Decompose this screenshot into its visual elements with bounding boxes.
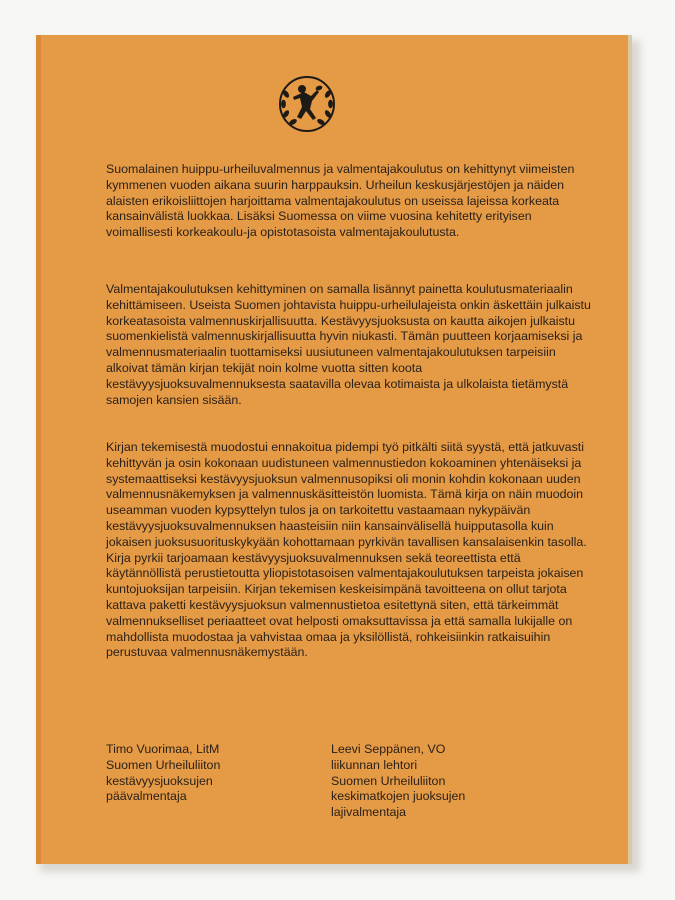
author-role: päävalmentaja (106, 789, 187, 804)
author-role: keskimatkojen juoksujen (331, 789, 466, 804)
author-signature-right (331, 742, 465, 821)
book-back-cover (36, 35, 632, 864)
book-spine-edge (36, 35, 41, 864)
author-title: liikunnan lehtori (331, 757, 418, 772)
author-signature-left (106, 742, 220, 805)
author-affiliation: Suomen Urheiluliiton (331, 773, 446, 788)
discus-thrower-laurel-emblem-icon (277, 74, 337, 134)
author-role: lajivalmentaja (331, 805, 407, 820)
intro-paragraph: Suomalainen huippu-urheiluvalmennus ja valmentajakoulutus on kehittynyt viimeisten kymmenen vuoden aikana suurin harppauksin. Urheilun keskusjärjestöjen ja näiden alaisten erikoisliittojen harjoittama valmentajakoulutus on useissa lajeissa korkeata kansainvälistä luokkaa. Lisäksi Suomessa on viime vuosina kehitetty erityisen voimallisesti korkeakoulu-ja opistotasoista valmentajakoulutusta. (106, 162, 575, 240)
author-name: Timo Vuorimaa, LitM (106, 742, 220, 756)
motivation-paragraph: Valmentajakoulutuksen kehittyminen on samalla lisännyt painetta koulutusmateriaalin kehittämiseen. Useista Suomen johtavista huippu-urheilulajeista onkin äskettäin julkaistu korkeatasoista valmennuskirjallisuutta. Kestävyysjuoksusta on kautta aikojen julkaistu suomenkielistä valmennuskirjallisuutta hyvin niukasti. Tämän puutteen korjaamiseksi ja valmennusmateriaalin tuottamiseksi uusiutuneen valmentajakoulutuksen tarpeisiin alkoivat tämän kirjan tekijät noin kolme vuotta sitten koota kestävyysjuoksuvalmennuksesta saatavilla olevaa kotimaista ja ulkolaista tietämystä samojen kansien sisään. (106, 282, 591, 407)
author-name: Leevi Seppänen, VO (331, 742, 446, 756)
author-role: kestävyysjuoksujen (106, 773, 213, 788)
book-purpose-paragraph: Kirjan tekemisestä muodostui ennakoitua pidempi työ pitkälti siitä syystä, että jatkuvasti kehittyvän ja osin kokonaan uudistuneen valmennustiedon kokoaminen yhtenäiseksi ja systemaattiseksi kestävyysjuoksun valmennusopiksi oli monin kohdin kokonaan uuden valmennusnäkemyksen ja valmennuskäsitteistön luomista. Tämä kirja on näin muodoin useamman vuoden kypsyttelyn tulos ja on tarkoitettu vastaamaan nykypäivän kestävyysjuoksuvalmennuksen haasteisiin niin kansainvälisellä huipputasolla kuin jokaisen juoksusuorituskykyään kohottamaan pyrkivän tavallisen kansalaisenkin tasolla. Kirja pyrkii tarjoamaan kestävyysjuoksuvalmennuksen sekä teoreettista että käytännöllistä perustietoutta yliopistotasoisen valmentajakoulutuksen tarpeista jokaisen kuntojuoksijan tarpeisiin. Kirjan tekemisen keskeisimpänä tavoitteena on ollut tarjota kattava paketti kestävyysjuoksun valmennustietoa esitettynä siten, että tärkeimmät valmennukselliset periaatteet ovat helposti omaksuttavissa ja että samalla lukijalle on mahdollista muodostaa ja vahvistaa omaa ja yksilöllistä, rohkeisiinkin ratkaisuihin perustuvaa valmennusnäkemystään. (106, 440, 587, 660)
author-affiliation: Suomen Urheiluliiton (106, 757, 221, 772)
